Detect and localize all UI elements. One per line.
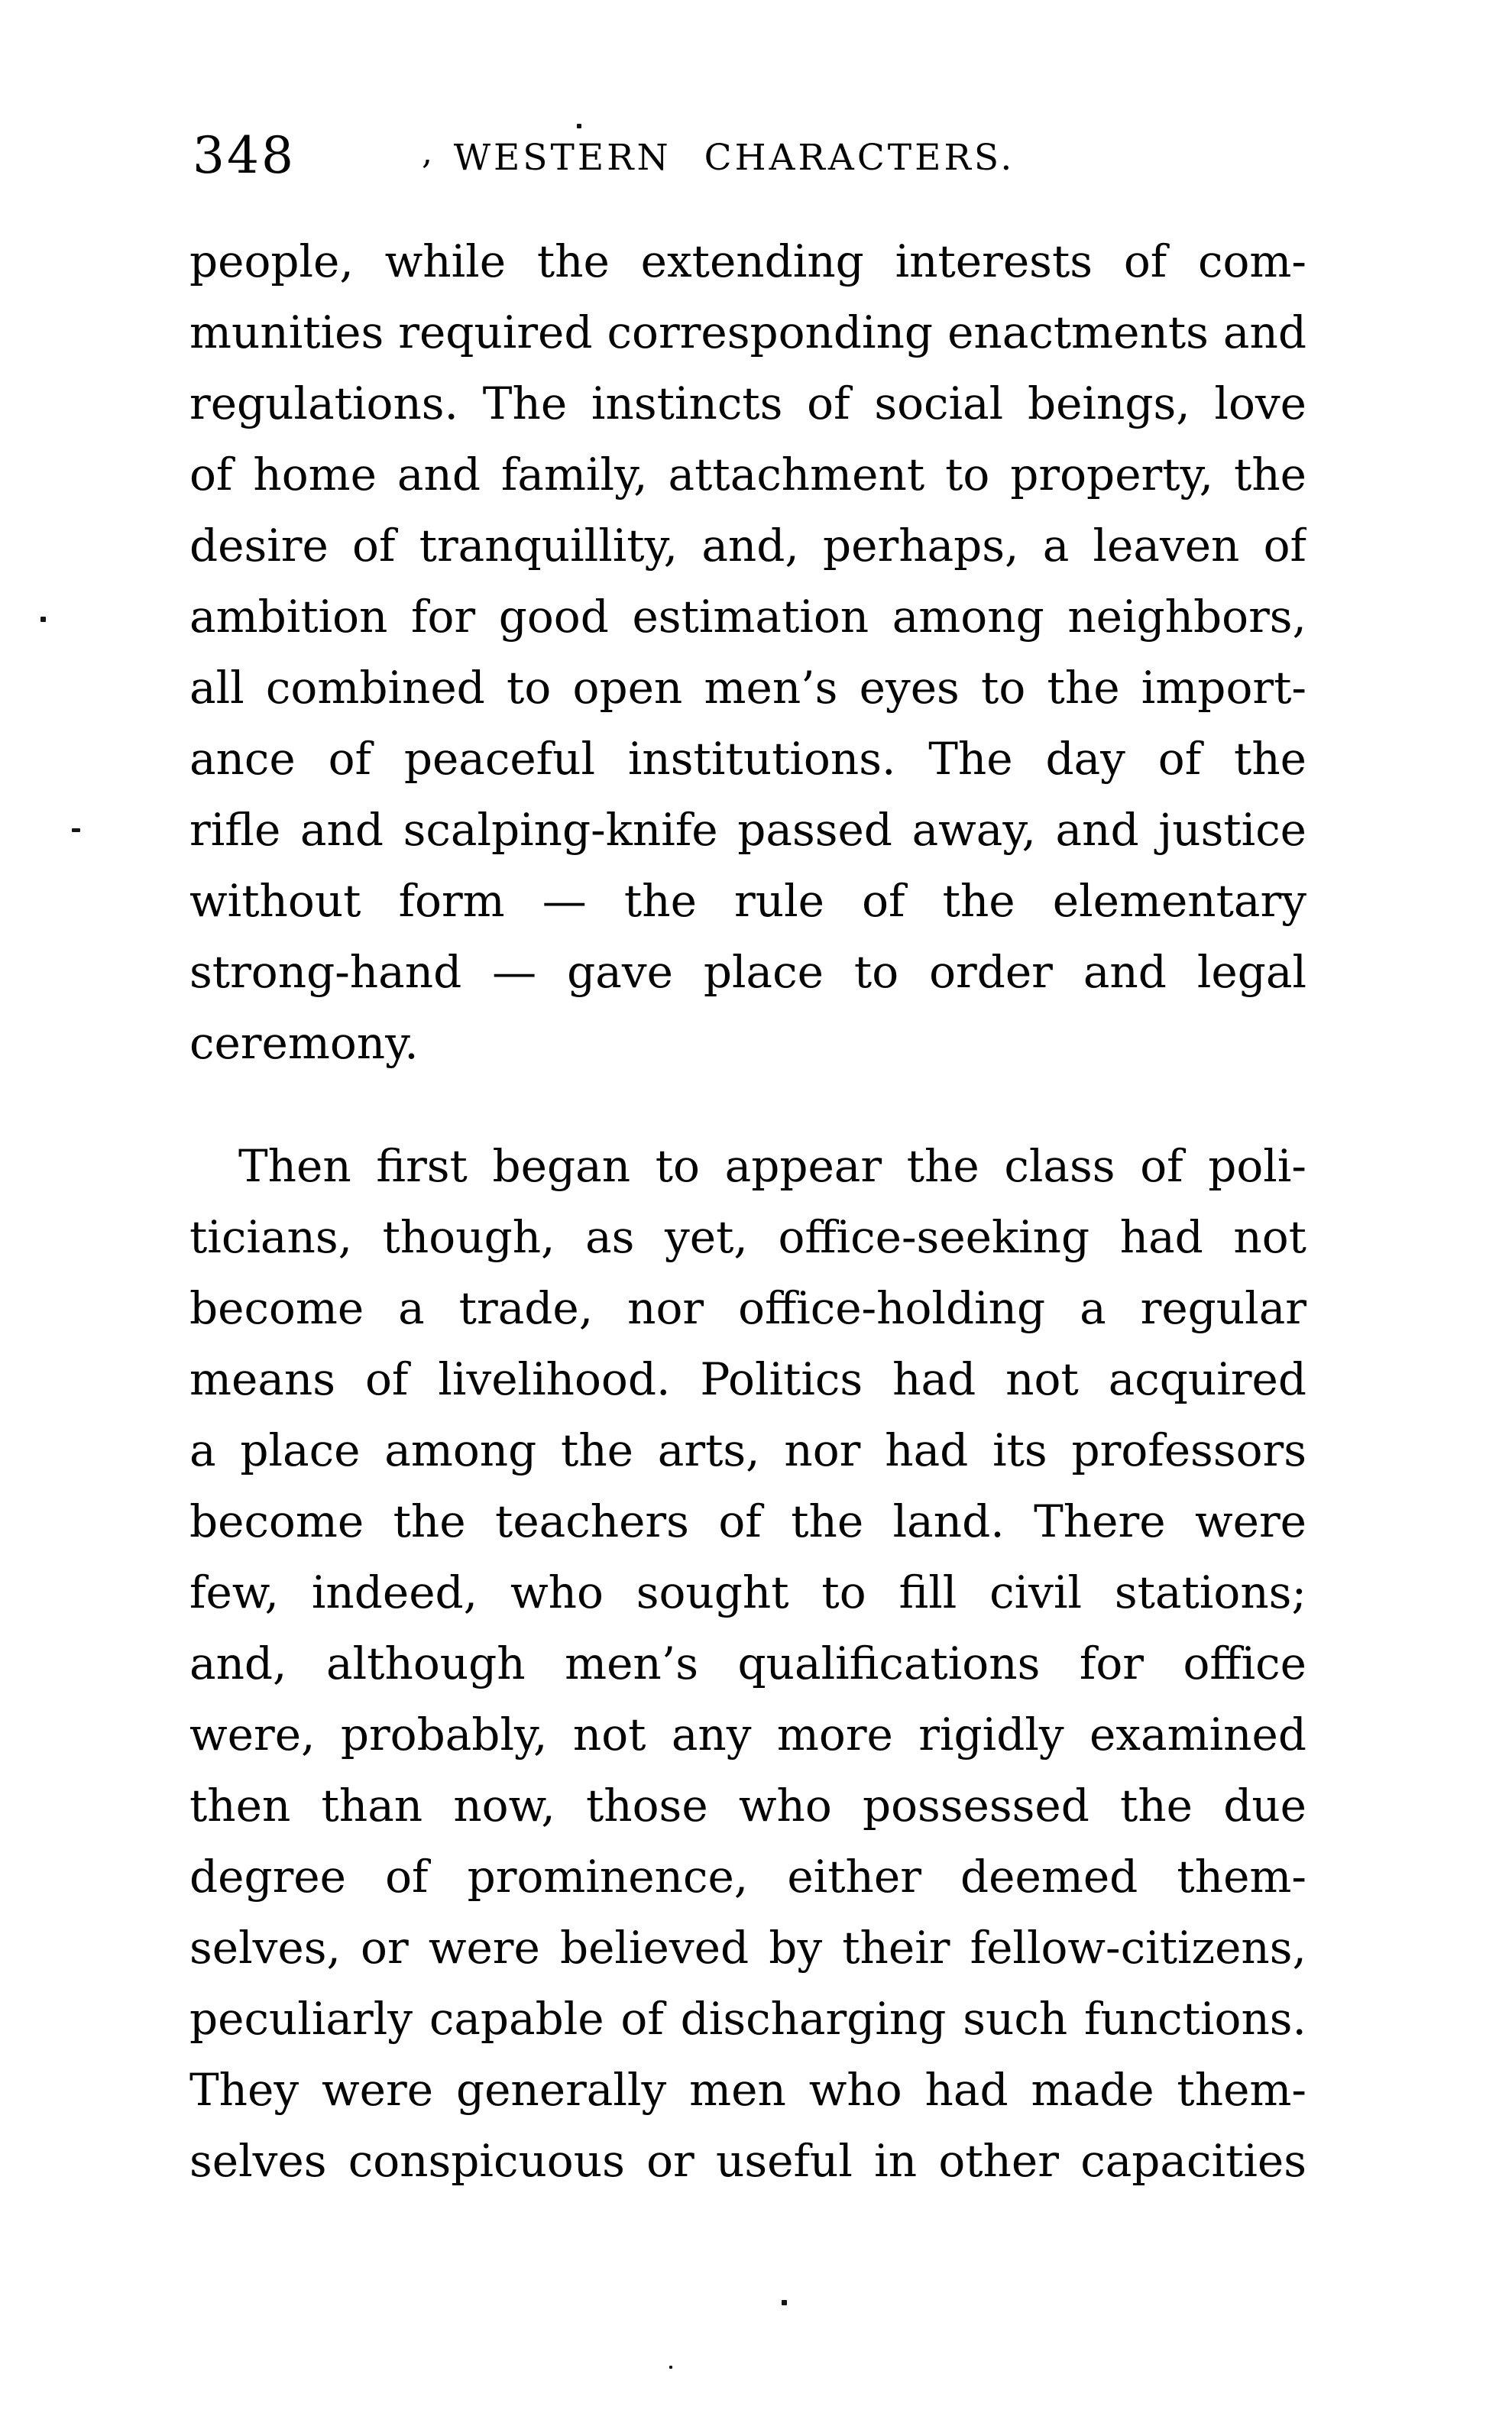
text-line: a place among the arts, nor had its professors xyxy=(189,1424,1306,1476)
text-line: munities required corresponding enactments and xyxy=(189,306,1306,358)
text-line: ambition for good estimation among neighbors, xyxy=(189,591,1306,643)
text-line: people, while the extending interests of com- xyxy=(189,235,1306,287)
text-line: and, although men’s qualifications for office xyxy=(189,1637,1306,1689)
text-line: ance of peaceful institutions. The day of the xyxy=(189,733,1306,785)
body-text xyxy=(189,226,1306,2197)
text-line: were, probably, not any more rigidly examined xyxy=(189,1709,1306,1761)
text-line: then than now, those who possessed the due xyxy=(189,1780,1306,1832)
scan-comma-mark: , xyxy=(422,133,432,172)
text-line: of home and family, attachment to property, the xyxy=(189,449,1306,500)
text-line: without form — the rule of the elementary xyxy=(189,875,1306,927)
text-line: peculiarly capable of discharging such functions. xyxy=(189,1993,1306,2045)
text-line: ticians, though, as yet, office-seeking had not xyxy=(189,1211,1306,1263)
running-title: WESTERN CHARACTERS. xyxy=(453,137,1015,179)
text-line: They were generally men who had made them- xyxy=(189,2064,1306,2116)
text-line: all combined to open men’s eyes to the import- xyxy=(189,662,1306,714)
scan-speck xyxy=(40,617,46,622)
page-header xyxy=(0,0,1512,206)
text-line: Then first began to appear the class of poli- xyxy=(238,1140,1306,1192)
text-line: become the teachers of the land. There were xyxy=(189,1495,1306,1547)
page-number: 348 xyxy=(193,126,296,185)
scan-speck xyxy=(72,828,80,832)
text-line: regulations. The instincts of social beings, love xyxy=(189,377,1306,429)
text-line: rifle and scalping-knife passed away, and justice xyxy=(189,804,1306,856)
text-line: desire of tranquillity, and, perhaps, a leaven of xyxy=(189,520,1306,572)
paragraph xyxy=(189,226,1306,1079)
text-line: few, indeed, who sought to fill civil stations; xyxy=(189,1566,1306,1618)
scan-speck xyxy=(669,2366,672,2369)
scan-speck xyxy=(577,124,581,128)
text-line: degree of prominence, either deemed them- xyxy=(189,1851,1306,1903)
text-line: ceremony. xyxy=(189,1017,419,1069)
text-line: selves, or were believed by their fellow-citizens, xyxy=(189,1922,1306,1974)
scan-speck xyxy=(782,2300,787,2305)
paragraph xyxy=(189,1131,1306,2197)
text-line: means of livelihood. Politics had not acquired xyxy=(189,1353,1306,1405)
text-line: selves conspicuous or useful in other capacities xyxy=(189,2135,1306,2187)
text-line: become a trade, nor office-holding a regular xyxy=(189,1282,1306,1334)
text-line: strong-hand — gave place to order and legal xyxy=(189,946,1306,998)
